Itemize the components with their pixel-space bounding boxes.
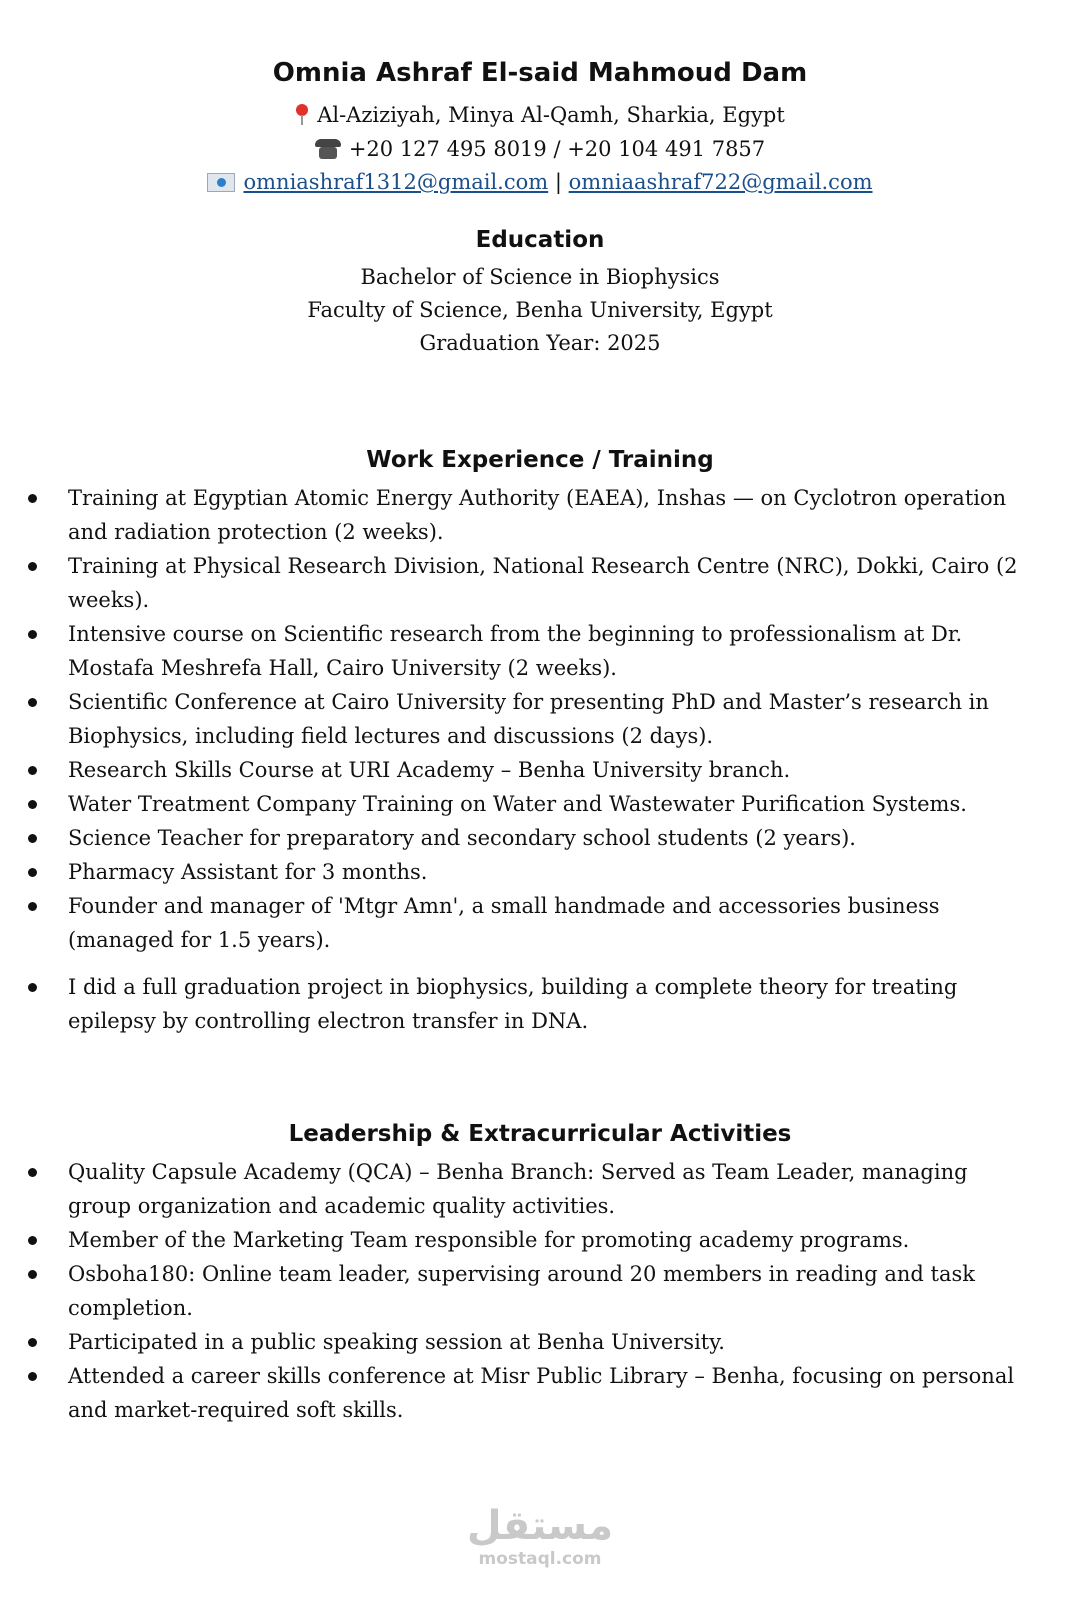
- watermark: [0, 1505, 1080, 1569]
- email-link-1[interactable]: omniashraf1312@gmail.com: [243, 170, 549, 194]
- leadership-heading: Leadership & Extracurricular Activities: [288, 1121, 792, 1147]
- address-text: Al-Aziziyah, Minya Al-Qamh, Sharkia, Egypt: [317, 103, 785, 127]
- bullet-icon: [28, 1338, 37, 1347]
- bullet-icon: [28, 834, 37, 843]
- phone-icon: [315, 139, 341, 159]
- phone-line: [0, 136, 1080, 161]
- address-line: [0, 102, 1080, 127]
- bullet-icon: [28, 800, 37, 809]
- list-item: Water Treatment Company Training on Water and Wastewater Purification Systems.: [0, 787, 1030, 821]
- bullet-icon: [28, 1168, 37, 1177]
- bullet-icon: [28, 698, 37, 707]
- bullet-icon: [28, 562, 37, 571]
- email-separator: |: [554, 170, 562, 194]
- list-item: Attended a career skills conference at Misr Public Library – Benha, focusing on personal and market-required soft skills.: [0, 1359, 1030, 1427]
- bullet-icon: [28, 983, 37, 992]
- bullet-icon: [28, 1270, 37, 1279]
- bullet-icon: [28, 766, 37, 775]
- list-item: Scientific Conference at Cairo University for presenting PhD and Master’s research in Biophysics, including field lectures and discussions (2 days).: [0, 685, 1030, 753]
- bullet-icon: [28, 494, 37, 503]
- bullet-icon: [28, 1236, 37, 1245]
- phone-text: +20 127 495 8019 / +20 104 491 7857: [348, 137, 766, 161]
- experience-heading: Work Experience / Training: [366, 447, 714, 473]
- envelope-icon: [207, 173, 235, 192]
- bullet-icon: [28, 630, 37, 639]
- email-line: [0, 170, 1080, 194]
- graduation-project-list: [0, 970, 1030, 1038]
- watermark-latin: mostaql.com: [478, 1549, 602, 1569]
- list-item: Quality Capsule Academy (QCA) – Benha Branch: Served as Team Leader, managing group organization and academic quality activities.: [0, 1155, 1030, 1223]
- list-item: Research Skills Course at URI Academy – Benha University branch.: [0, 753, 1030, 787]
- list-item: Intensive course on Scientific research from the beginning to professionalism at Dr. Mostafa Meshrefa Hall, Cairo University (2 weeks).: [0, 617, 1030, 685]
- list-item: Training at Physical Research Division, National Research Centre (NRC), Dokki, Cairo (2 weeks).: [0, 549, 1030, 617]
- pin-icon: [295, 104, 309, 124]
- email-link-2[interactable]: omniaashraf722@gmail.com: [568, 170, 873, 194]
- experience-list: [0, 481, 1030, 957]
- list-item: Pharmacy Assistant for 3 months.: [0, 855, 1030, 889]
- list-item: Member of the Marketing Team responsible for promoting academy programs.: [0, 1223, 1030, 1257]
- list-item: Participated in a public speaking session at Benha University.: [0, 1325, 1030, 1359]
- bullet-icon: [28, 1372, 37, 1381]
- education-faculty: Faculty of Science, Benha University, Egypt: [307, 298, 773, 322]
- list-item: Science Teacher for preparatory and secondary school students (2 years).: [0, 821, 1030, 855]
- watermark-arabic: مستقل: [466, 1503, 614, 1549]
- leadership-list: [0, 1155, 1030, 1427]
- list-item: Osboha180: Online team leader, supervising around 20 members in reading and task completion.: [0, 1257, 1030, 1325]
- education-degree: Bachelor of Science in Biophysics: [360, 265, 720, 289]
- list-item: Training at Egyptian Atomic Energy Authority (EAEA), Inshas — on Cyclotron operation and radiation protection (2 weeks).: [0, 481, 1030, 549]
- bullet-icon: [28, 902, 37, 911]
- bullet-icon: [28, 868, 37, 877]
- education-heading: Education: [475, 227, 605, 253]
- candidate-name: Omnia Ashraf El-said Mahmoud Dam: [272, 58, 808, 88]
- list-item: I did a full graduation project in biophysics, building a complete theory for treating epilepsy by controlling electron transfer in DNA.: [0, 970, 1030, 1038]
- list-item: Founder and manager of 'Mtgr Amn', a small handmade and accessories business (managed for 1.5 years).: [0, 889, 1030, 957]
- education-graduation: Graduation Year: 2025: [419, 331, 661, 355]
